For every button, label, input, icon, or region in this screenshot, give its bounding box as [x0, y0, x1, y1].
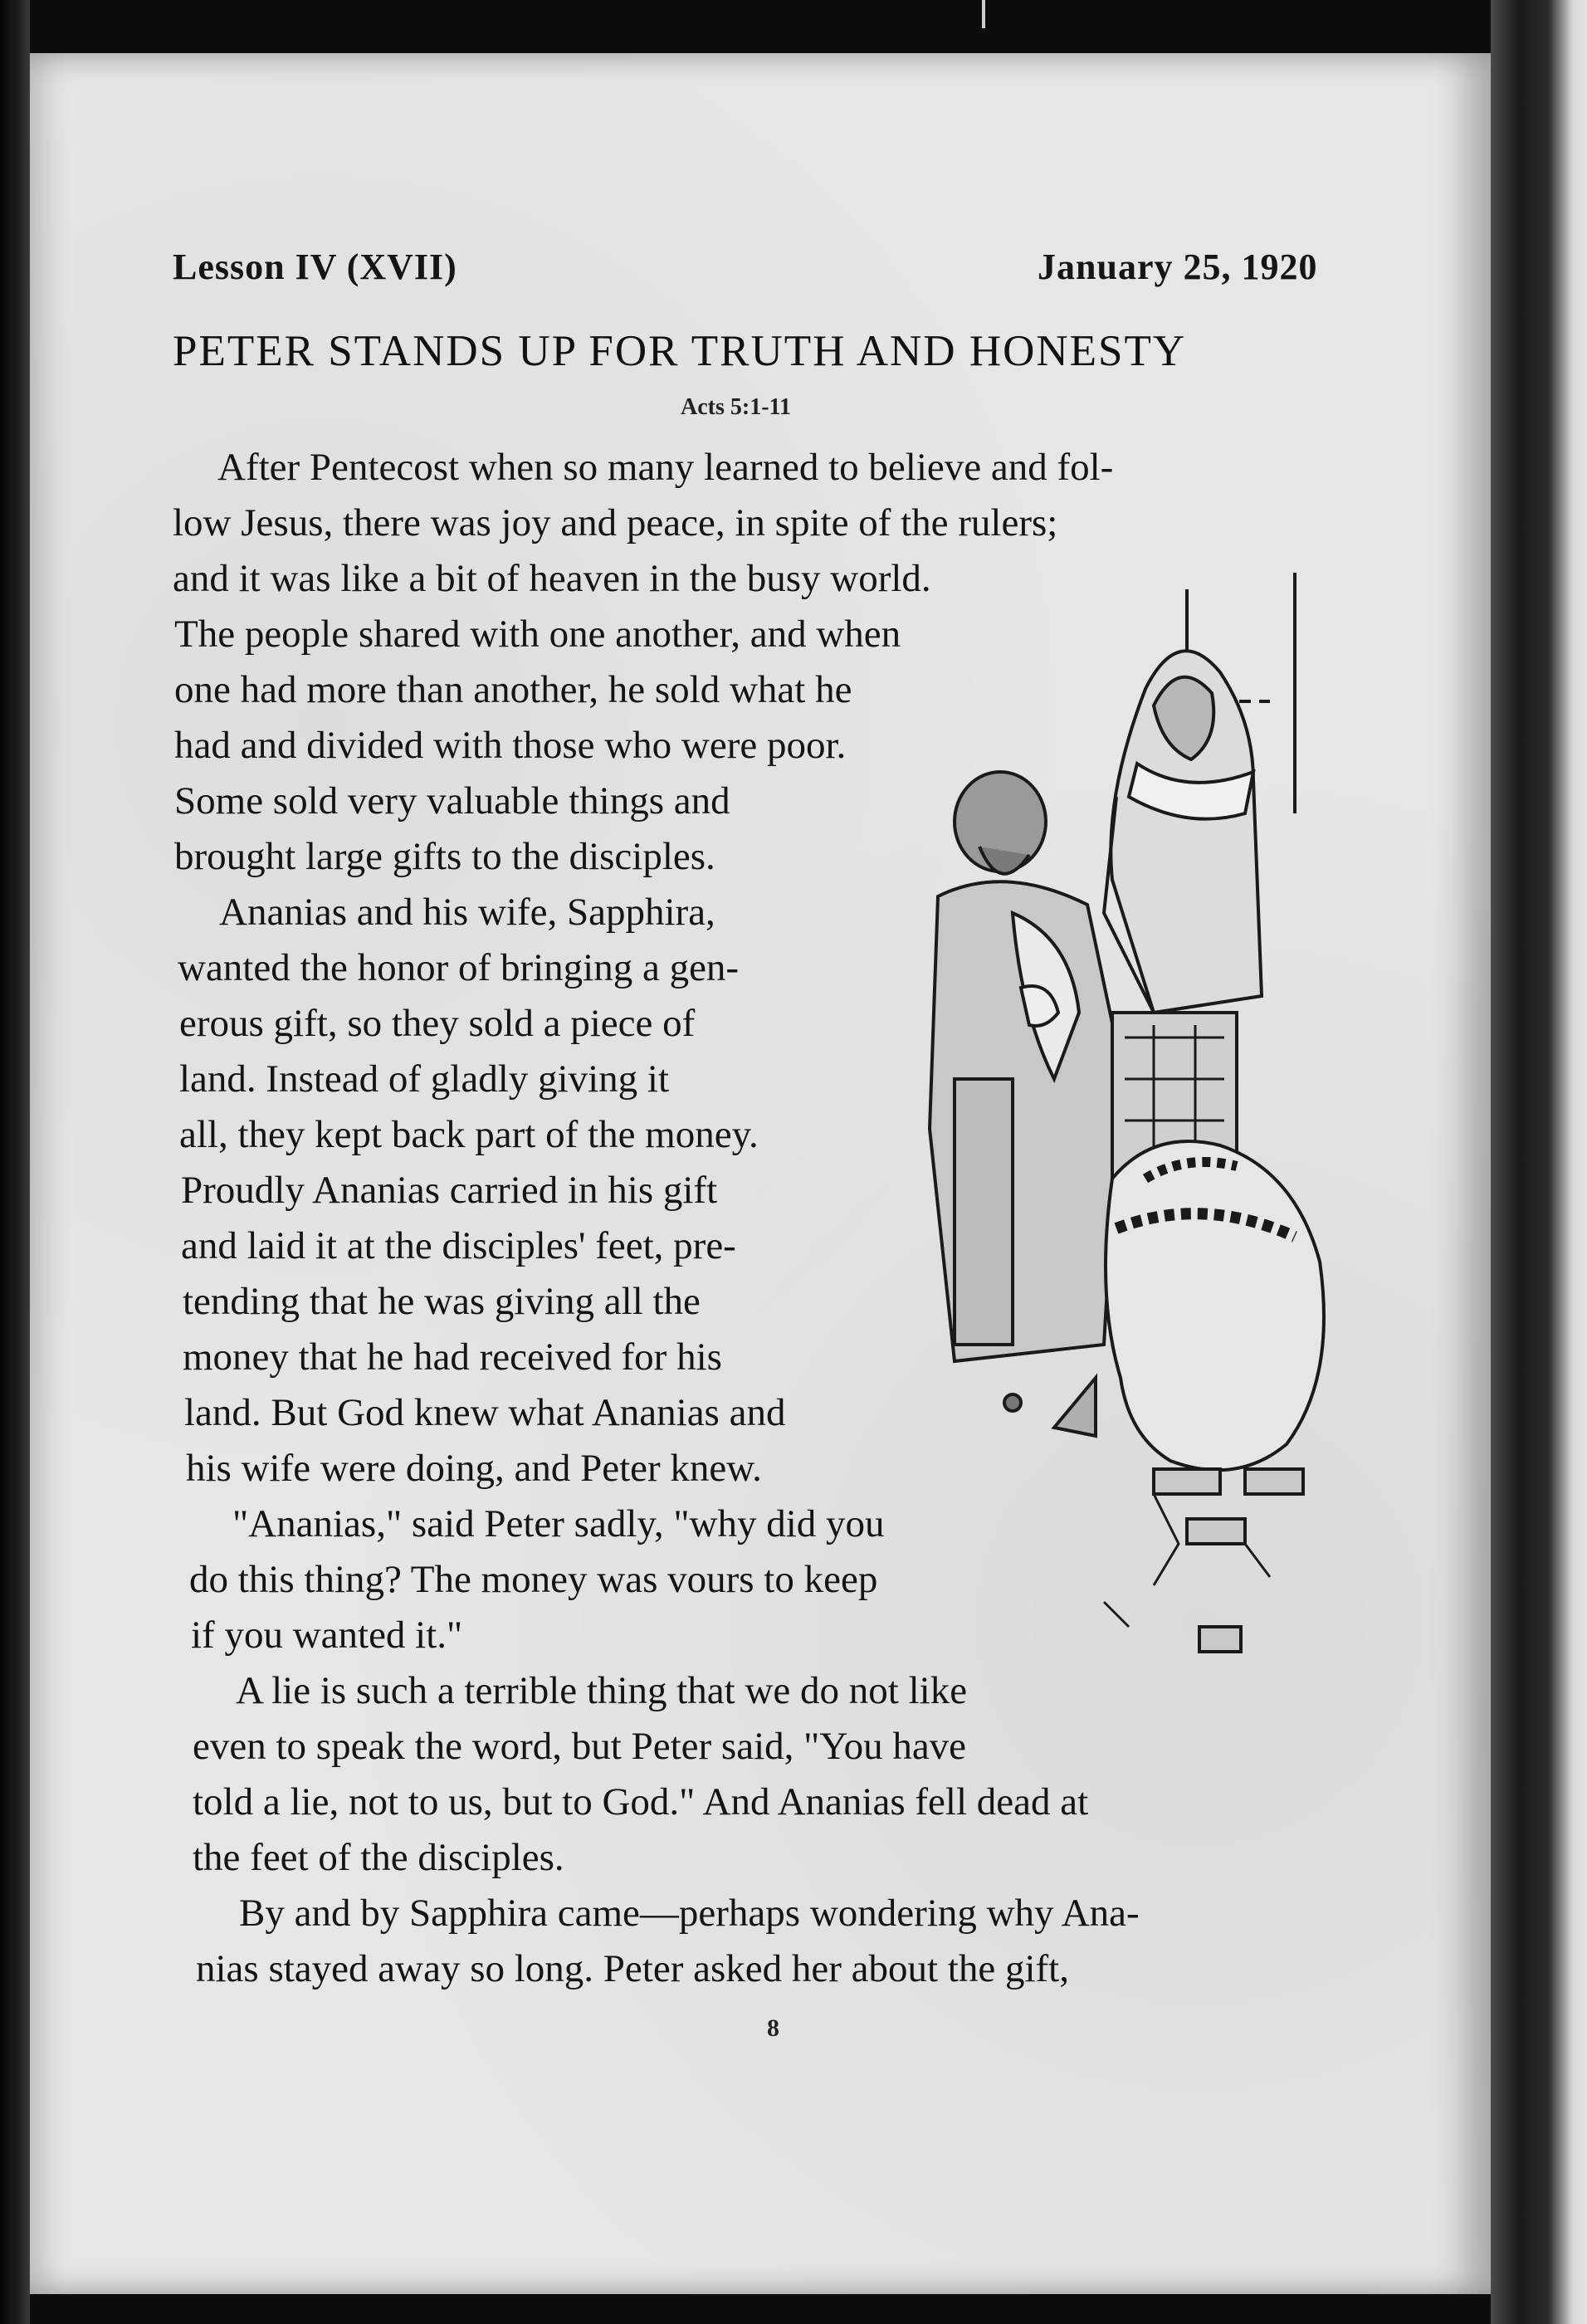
body-line: Ananias and his wife, Sapphira, [219, 891, 715, 934]
body-line: do this thing? The money was vours to keep [189, 1558, 878, 1601]
body-line: A lie is such a terrible thing that we do not like [236, 1669, 968, 1712]
lesson-title: PETER STANDS UP FOR TRUTH AND HONESTY [173, 327, 1187, 375]
body-line: low Jesus, there was joy and peace, in spite of the rulers; [173, 501, 1058, 544]
body-line: and laid it at the disciples' feet, pre- [181, 1224, 736, 1267]
body-line: one had more than another, he sold what he [174, 668, 852, 711]
body-line: if you wanted it." [191, 1614, 463, 1657]
lesson-label: Lesson IV (XVII) [173, 247, 457, 287]
page-number: 8 [767, 2014, 779, 2042]
body-line: The people shared with one another, and when [174, 613, 901, 656]
lesson-date: January 25, 1920 [1038, 247, 1318, 287]
body-line: land. But God knew what Ananias and [184, 1391, 786, 1434]
body-line: all, they kept back part of the money. [179, 1113, 759, 1156]
body-line: even to speak the word, but Peter said, "You have [193, 1725, 967, 1768]
body-line: told a lie, not to us, but to God." And Ananias fell dead at [193, 1780, 1089, 1824]
body-line: wanted the honor of bringing a gen- [178, 946, 740, 989]
body-line: had and divided with those who were poor. [174, 724, 847, 767]
book-binding-edge [0, 0, 30, 2324]
body-line: his wife were doing, and Peter knew. [186, 1447, 762, 1490]
peter-ananias-illustration [905, 548, 1370, 1710]
body-line: and it was like a bit of heaven in the busy world. [173, 557, 931, 600]
scripture-reference: Acts 5:1-11 [681, 394, 791, 420]
body-line: brought large gifts to the disciples. [174, 835, 715, 878]
body-line: After Pentecost when so many learned to believe and fol- [217, 446, 1114, 489]
body-line: nias stayed away so long. Peter asked her about the gift, [196, 1947, 1069, 1990]
body-line: "Ananias," said Peter sadly, "why did you [232, 1502, 885, 1545]
body-line: Some sold very valuable things and [174, 779, 730, 823]
body-line: money that he had received for his [183, 1335, 722, 1379]
scan-mark [982, 0, 985, 28]
body-line: the feet of the disciples. [193, 1836, 564, 1879]
body-line: erous gift, so they sold a piece of [179, 1002, 696, 1045]
body-line: land. Instead of gladly giving it [179, 1057, 670, 1101]
body-line: By and by Sapphira came—perhaps wondering why Ana- [239, 1892, 1140, 1935]
body-line: tending that he was giving all the [183, 1280, 701, 1323]
next-page-edge [1491, 0, 1587, 2324]
body-line: Proudly Ananias carried in his gift [181, 1169, 718, 1212]
